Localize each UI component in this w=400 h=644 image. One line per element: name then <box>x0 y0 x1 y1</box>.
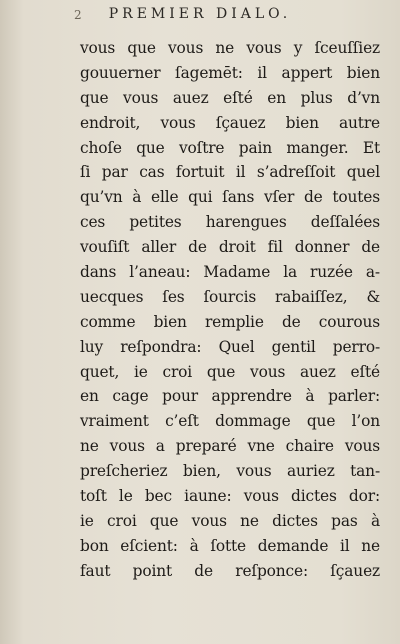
text-line: gouuerner ſagemēt: il appert bien <box>80 63 380 82</box>
running-head: PREMIER DIALO. <box>108 6 292 22</box>
text-line: choſe que voſtre pain manger. Et <box>80 138 380 157</box>
text-line: endroit, vous ſçauez bien autre <box>80 113 380 132</box>
text-line: preſcheriez bien, vous auriez tan- <box>80 462 380 481</box>
text-line: dans l’aneau: Madame la ruzée a- <box>80 263 380 282</box>
text-line: toſt le bec iaune: vous dictes dor: <box>80 487 380 506</box>
text-line: ſi par cas fortuit il s’adreſſoit quel <box>80 163 380 182</box>
text-line: uecques ſes ſourcis rabaiſſez, & <box>80 287 380 306</box>
text-line: luy reſpondra: Quel gentil perro- <box>80 337 380 356</box>
text-line: que vous auez eſté en plus d’vn <box>80 88 380 107</box>
text-line: faut point de reſponce: ſçauez <box>80 561 380 580</box>
page-corner-mark: 2 <box>74 8 82 22</box>
text-line: ie croi que vous ne dictes pas à <box>80 511 380 530</box>
text-line: vraiment c’eſt dommage que l’on <box>80 412 380 431</box>
text-line: qu’vn à elle qui ſans vſer de toutes <box>80 188 380 207</box>
text-line: quet, ie croi que vous auez eſté <box>80 362 380 381</box>
text-line: comme bien remplie de courous <box>80 312 380 331</box>
text-line: vouſiſt aller de droit fil donner de <box>80 238 380 257</box>
text-line: ces petites harengues deſſalées <box>80 213 380 232</box>
text-line: vous que vous ne vous y ſceuſſiez <box>80 39 380 57</box>
text-line: ne vous a preparé vne chaire vous <box>80 437 380 456</box>
body-text <box>80 36 380 584</box>
text-line: en cage pour apprendre à parler: <box>80 387 380 406</box>
text-line: bon eſcient: à ſotte demande il ne <box>80 536 380 555</box>
